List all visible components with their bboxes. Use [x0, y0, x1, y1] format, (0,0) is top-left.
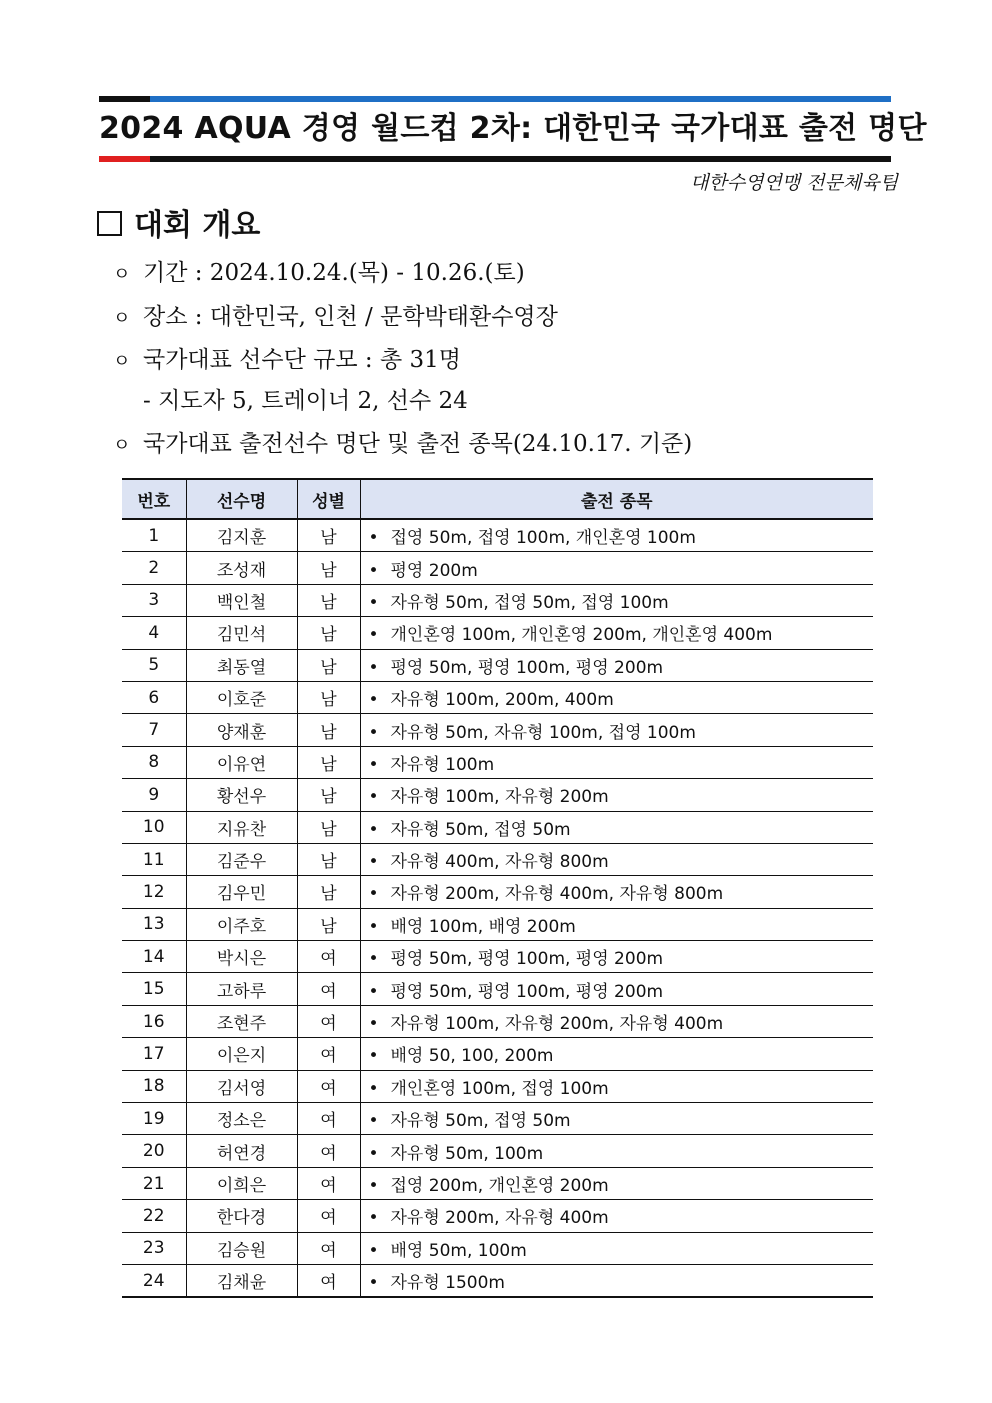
cell-name: 황선우 — [186, 779, 297, 811]
cell-events — [360, 908, 873, 940]
overview-venue: ㅇ 장소 : 대한민국, 인천 / 문학박태환수영장 — [113, 302, 558, 334]
cell-gender: 남 — [297, 779, 360, 811]
cell-gender: 여 — [297, 941, 360, 973]
cell-no: 21 — [122, 1167, 186, 1199]
cell-name: 김서영 — [186, 1070, 297, 1102]
cell-gender: 여 — [297, 1167, 360, 1199]
cell-gender: 여 — [297, 1264, 360, 1297]
events-text: 자유형 50m, 접영 50m — [390, 819, 571, 840]
cell-name: 이주호 — [186, 908, 297, 940]
title-bottom-rule — [99, 156, 891, 162]
cell-gender: 남 — [297, 617, 360, 649]
cell-events — [360, 779, 873, 811]
header-events: 출전 종목 — [360, 479, 873, 519]
cell-name: 최동열 — [186, 649, 297, 681]
cell-events — [360, 1264, 873, 1297]
cell-no: 2 — [122, 552, 186, 584]
cell-no: 15 — [122, 973, 186, 1005]
cell-no: 23 — [122, 1232, 186, 1264]
bullet-dot-icon: • — [368, 981, 379, 1002]
cell-no: 24 — [122, 1264, 186, 1297]
cell-no: 9 — [122, 779, 186, 811]
table-row — [122, 552, 873, 584]
cell-gender: 여 — [297, 1103, 360, 1135]
events-text: 자유형 100m — [390, 754, 495, 775]
cell-events — [360, 617, 873, 649]
cell-gender: 남 — [297, 519, 360, 552]
cell-gender: 남 — [297, 584, 360, 616]
events-text: 접영 50m, 접영 100m, 개인혼영 100m — [390, 528, 696, 549]
cell-gender: 남 — [297, 552, 360, 584]
cell-no: 22 — [122, 1200, 186, 1232]
bullet-dot-icon: • — [368, 819, 379, 840]
table-row — [122, 1167, 873, 1199]
cell-gender: 남 — [297, 714, 360, 746]
cell-gender: 남 — [297, 746, 360, 778]
events-text: 자유형 50m, 접영 50m — [390, 1111, 571, 1132]
events-text: 접영 200m, 개인혼영 200m — [390, 1176, 609, 1196]
events-text: 자유형 50m, 자유형 100m, 접영 100m — [390, 722, 696, 743]
cell-events — [360, 746, 873, 778]
events-text: 평영 50m, 평영 100m, 평영 200m — [390, 981, 664, 1002]
bullet-dot-icon: • — [368, 754, 379, 775]
bullet-dot-icon: • — [368, 1208, 379, 1229]
cell-gender: 남 — [297, 681, 360, 713]
table-row — [122, 519, 873, 552]
cell-name: 이희은 — [186, 1167, 297, 1199]
bullet-dot-icon: • — [368, 1273, 379, 1294]
bullet-dot-icon: • — [368, 852, 379, 873]
cell-events — [360, 584, 873, 616]
cell-no: 1 — [122, 519, 186, 552]
cell-events — [360, 843, 873, 875]
events-text: 자유형 100m, 200m, 400m — [390, 690, 614, 711]
overview-roster-heading: ㅇ 국가대표 출전선수 명단 및 출전 종목(24.10.17. 기준) — [113, 429, 692, 461]
bullet-dot-icon: • — [368, 592, 379, 613]
events-text: 배영 100m, 배영 200m — [390, 916, 576, 937]
bullet-dot-icon: • — [368, 916, 379, 937]
cell-events — [360, 1103, 873, 1135]
table-row — [122, 811, 873, 843]
cell-events — [360, 973, 873, 1005]
header-no: 번호 — [122, 479, 186, 519]
bullet-dot-icon: • — [368, 1046, 379, 1067]
cell-events — [360, 1167, 873, 1199]
circle-bullet-icon: ㅇ — [113, 264, 131, 285]
cell-name: 양재훈 — [186, 714, 297, 746]
cell-events — [360, 552, 873, 584]
cell-gender: 여 — [297, 1070, 360, 1102]
title-top-rule — [99, 96, 891, 102]
table-row — [122, 617, 873, 649]
bullet-dot-icon: • — [368, 1240, 379, 1261]
bullet-dot-icon: • — [368, 1143, 379, 1164]
organization-label: 대한수영연맹 전문체육팀 — [690, 172, 898, 194]
header-gender: 성별 — [297, 479, 360, 519]
cell-no: 4 — [122, 617, 186, 649]
table-row — [122, 973, 873, 1005]
table-row — [122, 681, 873, 713]
cell-events — [360, 1070, 873, 1102]
table-row — [122, 908, 873, 940]
table-row — [122, 779, 873, 811]
events-text: 개인혼영 100m, 개인혼영 200m, 개인혼영 400m — [390, 625, 773, 646]
cell-name: 김지훈 — [186, 519, 297, 552]
cell-events — [360, 519, 873, 552]
cell-gender: 여 — [297, 1038, 360, 1070]
events-text: 자유형 50m, 접영 50m, 접영 100m — [390, 592, 669, 613]
bullet-dot-icon: • — [368, 560, 379, 581]
cell-name: 조현주 — [186, 1005, 297, 1037]
bullet-dot-icon: • — [368, 1111, 379, 1132]
cell-no: 3 — [122, 584, 186, 616]
checkbox-square-icon — [97, 211, 122, 236]
table-row — [122, 1264, 873, 1297]
cell-name: 고하루 — [186, 973, 297, 1005]
cell-no: 16 — [122, 1005, 186, 1037]
cell-no: 18 — [122, 1070, 186, 1102]
cell-gender: 남 — [297, 811, 360, 843]
table-row — [122, 843, 873, 875]
table-row — [122, 1103, 873, 1135]
circle-bullet-icon: ㅇ — [113, 435, 131, 456]
events-text: 자유형 100m, 자유형 200m — [390, 787, 609, 808]
cell-name: 조성재 — [186, 552, 297, 584]
cell-name: 백인철 — [186, 584, 297, 616]
cell-gender: 남 — [297, 876, 360, 908]
events-text: 평영 50m, 평영 100m, 평영 200m — [390, 949, 664, 970]
cell-name: 이은지 — [186, 1038, 297, 1070]
table-header-row — [122, 479, 873, 519]
table-row — [122, 584, 873, 616]
cell-no: 10 — [122, 811, 186, 843]
bullet-dot-icon: • — [368, 949, 379, 970]
events-text: 개인혼영 100m, 접영 100m — [390, 1078, 609, 1099]
cell-name: 정소은 — [186, 1103, 297, 1135]
cell-events — [360, 1135, 873, 1167]
cell-events — [360, 941, 873, 973]
roster-table — [122, 478, 873, 1298]
table-row — [122, 876, 873, 908]
cell-events — [360, 1005, 873, 1037]
table-row — [122, 649, 873, 681]
overview-team-breakdown: - 지도자 5, 트레이너 2, 선수 24 — [143, 388, 468, 414]
table-row — [122, 1005, 873, 1037]
cell-gender: 여 — [297, 973, 360, 1005]
table-row — [122, 1232, 873, 1264]
cell-events — [360, 1232, 873, 1264]
cell-name: 김준우 — [186, 843, 297, 875]
cell-no: 20 — [122, 1135, 186, 1167]
bullet-dot-icon: • — [368, 722, 379, 743]
table-row — [122, 1135, 873, 1167]
cell-events — [360, 1038, 873, 1070]
header-name: 선수명 — [186, 479, 297, 519]
events-text: 평영 200m — [390, 560, 478, 581]
table-row — [122, 746, 873, 778]
bullet-dot-icon: • — [368, 625, 379, 646]
cell-name: 김우민 — [186, 876, 297, 908]
cell-gender: 여 — [297, 1005, 360, 1037]
events-text: 배영 50, 100, 200m — [390, 1046, 554, 1067]
circle-bullet-icon: ㅇ — [113, 351, 131, 372]
cell-no: 8 — [122, 746, 186, 778]
cell-no: 12 — [122, 876, 186, 908]
cell-gender: 여 — [297, 1135, 360, 1167]
events-text: 배영 50m, 100m — [390, 1240, 527, 1261]
events-text: 자유형 100m, 자유형 200m, 자유형 400m — [390, 1014, 724, 1035]
table-row — [122, 1200, 873, 1232]
cell-gender: 남 — [297, 908, 360, 940]
cell-gender: 남 — [297, 649, 360, 681]
cell-no: 11 — [122, 843, 186, 875]
cell-events — [360, 876, 873, 908]
bullet-dot-icon: • — [368, 1176, 379, 1196]
cell-name: 허연경 — [186, 1135, 297, 1167]
table-row — [122, 1038, 873, 1070]
circle-bullet-icon: ㅇ — [113, 308, 131, 329]
cell-no: 13 — [122, 908, 186, 940]
cell-gender: 남 — [297, 843, 360, 875]
cell-gender: 여 — [297, 1200, 360, 1232]
cell-events — [360, 649, 873, 681]
cell-events — [360, 811, 873, 843]
cell-name: 김채윤 — [186, 1264, 297, 1297]
cell-no: 5 — [122, 649, 186, 681]
section-title: 대회 개요 — [134, 208, 261, 243]
bullet-dot-icon: • — [368, 1014, 379, 1035]
cell-name: 김민석 — [186, 617, 297, 649]
cell-name: 지유찬 — [186, 811, 297, 843]
cell-name: 이호준 — [186, 681, 297, 713]
cell-name: 박시은 — [186, 941, 297, 973]
table-row — [122, 941, 873, 973]
events-text: 평영 50m, 평영 100m, 평영 200m — [390, 657, 664, 678]
overview-team-size: ㅇ 국가대표 선수단 규모 : 총 31명 — [113, 345, 461, 377]
cell-events — [360, 714, 873, 746]
table-row — [122, 1070, 873, 1102]
cell-name: 한다경 — [186, 1200, 297, 1232]
events-text: 자유형 50m, 100m — [390, 1143, 544, 1164]
cell-name: 이유연 — [186, 746, 297, 778]
bullet-dot-icon: • — [368, 1078, 379, 1099]
cell-events — [360, 1200, 873, 1232]
overview-period: ㅇ 기간 : 2024.10.24.(목) - 10.26.(토) — [113, 258, 525, 290]
bullet-dot-icon: • — [368, 884, 379, 905]
document-title: 2024 AQUA 경영 월드컵 2차: 대한민국 국가대표 출전 명단 — [99, 111, 927, 146]
cell-name: 김승원 — [186, 1232, 297, 1264]
bullet-dot-icon: • — [368, 787, 379, 808]
cell-no: 17 — [122, 1038, 186, 1070]
events-text: 자유형 200m, 자유형 400m, 자유형 800m — [390, 884, 724, 905]
table-row — [122, 714, 873, 746]
events-text: 자유형 400m, 자유형 800m — [390, 852, 609, 873]
cell-no: 6 — [122, 681, 186, 713]
section-heading — [97, 206, 260, 246]
cell-no: 19 — [122, 1103, 186, 1135]
bullet-dot-icon: • — [368, 690, 379, 711]
cell-no: 7 — [122, 714, 186, 746]
cell-events — [360, 681, 873, 713]
bullet-dot-icon: • — [368, 528, 379, 549]
events-text: 자유형 1500m — [390, 1273, 505, 1294]
cell-gender: 여 — [297, 1232, 360, 1264]
cell-no: 14 — [122, 941, 186, 973]
bullet-dot-icon: • — [368, 657, 379, 678]
events-text: 자유형 200m, 자유형 400m — [390, 1208, 609, 1229]
